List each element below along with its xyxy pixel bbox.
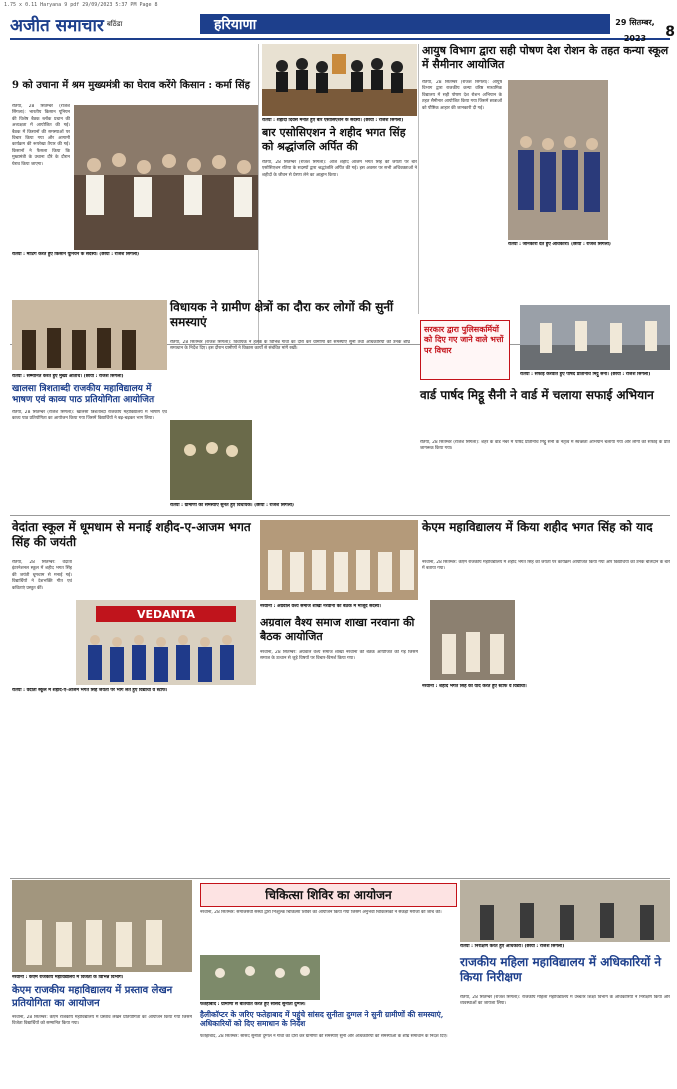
headline-a11: केएम राजकीय महाविद्यालय में प्रस्ताव लेखन प्रतियोगिता का आयोजन xyxy=(12,985,173,1009)
column-rule xyxy=(418,44,419,314)
body-a13: रतिया, 28 सितम्बर (राजेश सिंगला): राजकीय महिला महाविद्यालय में उच्चतर शिक्षा विभाग के अधिकारियों ने निरीक्षण किया और व्यवस्थाओं का जायजा लिया। xyxy=(460,995,670,1007)
column-rule xyxy=(258,44,259,344)
photo-a9 xyxy=(430,600,515,680)
photo-a6 xyxy=(520,305,670,370)
caption-a9: नरवाना : शहीद भगत सिंह को याद करते हुए स्टाफ व विद्यार्थी। xyxy=(422,684,527,689)
row-rule xyxy=(10,878,670,879)
body-a6: रतिया, 28 सितम्बर (राजेश सिंगला): शहर के वार्ड नंबर में पार्षद प्रतिनिधि मिट्ठू सैनी के नेतृत्व में स्वच्छता अभियान चलाया गया और लोगों को सफाई के प्रति जागरूक किया गया। xyxy=(420,440,670,452)
headline-a10: चिकित्सा शिविर का आयोजन xyxy=(200,883,457,907)
photo-a5 xyxy=(12,300,167,370)
body-a1: रतिया, 28 सितम्बर (राजेश सिंगला): भारतीय किसान यूनियन की विशेष बैठक ब्लॉक प्रधान की अध्यक्षता में आयोजित की गई। बैठक में किसानों की समस्याओं पर विचार किया गया और आगामी कार्यक्रम की रूपरेखा तैयार की गई। किसानों ने फैसला किया कि मुख्यमंत्री के उचाना दौरे के दौरान घेराव किया जाएगा। xyxy=(12,104,70,167)
section-title: हरियाणा xyxy=(214,17,257,33)
headline-a3: आयुष विभाग द्वारा सही पोषण देश रोशन के तहत कन्या स्कूल में सैमीनार आयोजित xyxy=(422,44,669,71)
photo-a7-signage: VEDANTA xyxy=(136,608,196,621)
brand xyxy=(10,12,122,36)
headline-a7: वेदांता स्कूल में धूमधाम से मनाई शहीद-ए-आजम भगत सिंह की जयंती xyxy=(12,520,251,549)
body-a11: नरवाना, 28 सितम्बर: केएम राजकीय महाविद्यालय में प्रस्ताव लेखन प्रतियोगिता का आयोजन किया गया जिसमें विजेता विद्यार्थियों को सम्मानित किया गया। xyxy=(12,1015,192,1027)
body-a12: फतेहाबाद, 28 सितम्बर: सांसद सुनीता दुग्गल ने गांवों का दौरा कर ग्रामीणों की समस्याएं सुनीं और अधिकारियों को समस्याओं के शीघ्र समाधान के निर्देश दिए। xyxy=(200,1034,448,1039)
caption-a7: रतिया : वेदांता स्कूल में शहीद-ए-आजम भगत सिंह जयंती पर भाग लेते हुए विद्यार्थी व स्टाफ। xyxy=(12,688,168,693)
caption-a12: फतेहाबाद : ग्रामीणों से बातचीत करते हुए सांसद सुनीता दुग्गल। xyxy=(200,1002,306,1007)
caption-a13: रतिया : निरीक्षण करते हुए अधिकारी। (छाया : राजेश सिंगला) xyxy=(460,944,565,949)
photo-a1 xyxy=(74,105,258,250)
caption-a5: रतिया : सम्मानित करते हुए मुख्य अतिथि। (छाया : राजेश सिंगला) xyxy=(12,374,124,379)
caption-a2: रतिया : शहीदी दिवस मनाते हुए बार एसोसिएशन के सदस्य। (छाया : राजेश सिंगला) xyxy=(262,118,404,123)
photo-a2 xyxy=(262,44,417,116)
photo-a12 xyxy=(200,955,320,1000)
headline-a13: राजकीय महिला महाविद्यालय में अधिकारियों ने किया निरीक्षण xyxy=(460,955,662,984)
photo-a8 xyxy=(260,520,418,600)
masthead xyxy=(10,12,670,43)
body-a3: रतिया, 28 सितम्बर (राजेश सिंगला): आयुष विभाग द्वारा राजकीय कन्या वरिष्ठ माध्यमिक विद्यालय में सही पोषण देश रोशन अभियान के तहत सैमीनार आयोजित किया गया जिसमें छात्राओं को पौष्टिक आहार की जानकारी दी गई। xyxy=(422,80,502,111)
caption-a1: रतिया : मीटिंग करते हुए किसान यूनियन के सदस्य। (छाया : राजेश सिंगला) xyxy=(12,252,140,257)
photo-a11 xyxy=(12,880,192,972)
photo-a3 xyxy=(508,80,608,240)
section-bar xyxy=(200,14,610,34)
body-a2: रतिया, 28 सितम्बर (राजेश सिंगला): आज शहीद आजम भगत सिंह की जयंती पर बार एसोसिएशन रतिया के सदस्यों द्वारा श्रद्धांजलि अर्पित की गई। इस अवसर पर सभी अधिवक्ताओं ने शहीदों के जीवन से प्रेरणा लेने का आह्वान किया। xyxy=(262,160,417,178)
print-info: 1.75 x 0.11 Haryana 9 pdf 29/09/2023 5:37 PM Page 8 xyxy=(4,2,158,8)
body-a8: नरवाना, 28 सितम्बर: अग्रवाल वैश्य समाज शाखा नरवाना की बैठक आयोजित की गई जिसमें समाज के उत्थान से जुड़े विषयों पर विचार-विमर्श किया गया। xyxy=(260,650,418,662)
brand-name: अजीत समाचार xyxy=(10,15,104,36)
photo-a7 xyxy=(76,600,256,685)
headline-a8: अग्रवाल वैश्य समाज शाखा नरवाना की बैठक आयोजित xyxy=(260,616,415,643)
body-a10: नरवाना, 28 सितम्बर: समाजसेवी संस्था द्वारा निःशुल्क चिकित्सा शिविर का आयोजन किया गया जिसमें अनुभवी चिकित्सकों ने सैकड़ों मरीजों की जांच की। xyxy=(200,910,442,915)
caption-a3: रतिया : जानकारी देते हुए अधिकारी। (छाया : राजेश सिंगला) xyxy=(508,242,611,247)
date: 29 सितम्बर, 2023 xyxy=(615,18,655,43)
headline-a1: 9 को उचाना में श्रम मुख्यमंत्री का घेराव करेंगे किसान : कर्मा सिंह xyxy=(12,80,250,91)
photo-a13 xyxy=(460,880,670,942)
headline-a9: केएम महाविद्यालय में किया शहीद भगत सिंह को याद xyxy=(422,520,653,534)
page-number: 8 xyxy=(665,24,675,40)
headline-a2: बार एसोसिएशन ने शहीद भगत सिंह को श्रद्धांजलि अर्पित की xyxy=(262,126,406,153)
body-a7: रतिया, 28 सितम्बर: वेदांता इंटरनेशनल स्कूल में शहीद भगत सिंह की जयंती धूमधाम से मनाई गई। विद्यार्थियों ने देशभक्ति गीत एवं कविताएं प्रस्तुत कीं। xyxy=(12,560,72,591)
body-a9: नरवाना, 28 सितम्बर: केएम राजकीय महाविद्यालय में शहीद भगत सिंह की जयंती पर कार्यक्रम आयोजित किया गया और विद्यार्थियों को उनके बलिदान के बारे में बताया गया। xyxy=(422,560,670,572)
edition: बठिंडा xyxy=(106,19,123,28)
headline-a6: वार्ड पार्षद मिट्ठू सैनी ने वार्ड में चलाया सफाई अभियान xyxy=(420,388,654,402)
headline-a5: खालसा त्रिशताब्दी राजकीय महाविद्यालय में भाषण एवं काव्य पाठ प्रतियोगिता आयोजित xyxy=(12,384,155,406)
caption-a4: रतिया : ग्रामीणों की समस्याएं सुनते हुए विधायक। (छाया : राजेश सिंगला) xyxy=(170,503,294,508)
body-a4: रतिया, 28 सितम्बर (राजेश सिंगला): विधायक ने हलके के विभिन्न गांवों का दौरा कर ग्रामीणों की समस्याएं सुनीं तथा अधिकारियों को उनके शीघ्र समाधान के निर्देश दिए। इस दौरान ग्रामीणों ने विकास कार्यों से संबंधित मांगें रखीं। xyxy=(170,340,410,352)
headline-a4: विधायक ने ग्रामीण क्षेत्रों का दौरा कर लोगों की सुनीं समस्याएं xyxy=(170,300,394,329)
caption-a6: रतिया : सफाई करवाते हुए पार्षद प्रतिनिधि मिट्ठू सैनी। (छाया : राजेश सिंगला) xyxy=(520,372,651,377)
caption-a11: नरवाना : केएम राजकीय महाविद्यालय में विजेता के विभिन्न विभाग। xyxy=(12,975,124,980)
headline-a12: हैलीकॉप्टर के जरिए फतेहाबाद में पहुंचे सांसद सुनीता दुग्गल ने सुनी ग्रामीणों की समस्याएं, अधिकारियों को दिए समाधान के निर्देश xyxy=(200,1010,444,1029)
kicker-a5: सरकार द्वारा पुलिसकर्मियों को दिए गए जाने वाले भत्तों पर विचार xyxy=(420,320,510,380)
row-rule xyxy=(10,515,670,516)
photo-a4 xyxy=(170,420,252,500)
caption-a8: नरवाना : अग्रवाल वैश्य समाज शाखा नरवाना की बैठक में मौजूद सदस्य। xyxy=(260,604,381,609)
body-a5: रतिया, 28 सितम्बर (राजेश सिंगला): खालसा त्रिशताब्दी राजकीय महाविद्यालय में भाषण एवं काव्य पाठ प्रतियोगिता का आयोजन किया गया जिसमें विद्यार्थियों ने बढ़-चढ़कर भाग लिया। xyxy=(12,410,167,422)
